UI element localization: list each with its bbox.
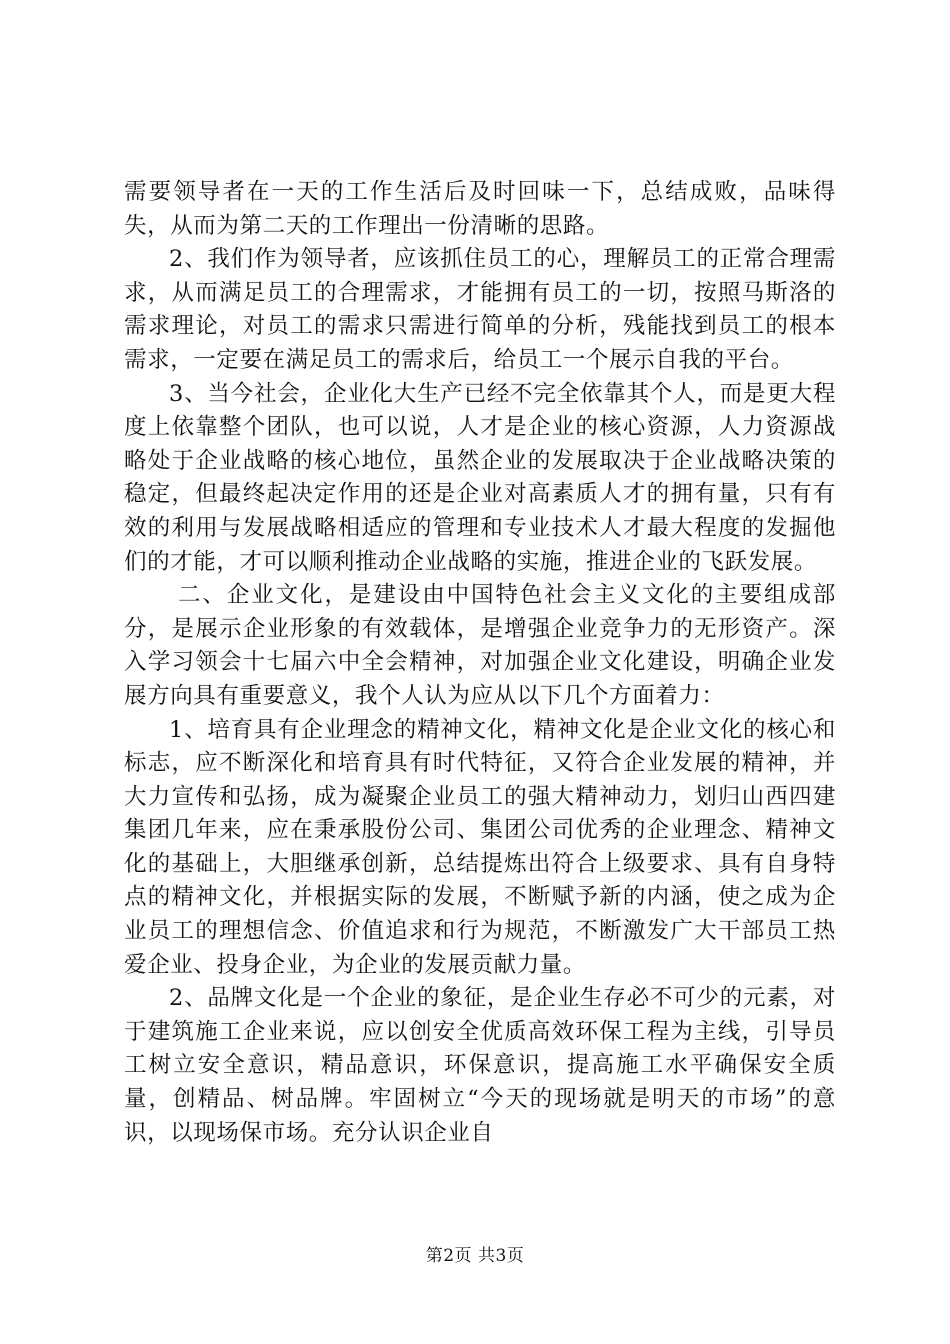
paragraph-section-2: 二、企业文化，是建设由中国特色社会主义文化的主要组成部分，是展示企业形象的有效载体，是增强企业竞争力的无形资产。深入学习领会十七届六中全会精神，对加强企业文化建设，明确企业发展方向具有重要意义，我个人认为应从以下几个方面着力： [124, 582, 836, 709]
paragraph-item-3: 3、当今社会，企业化大生产已经不完全依靠其个人，而是更大程度上依靠整个团队，也可以说，人才是企业的核心资源，人力资源战略处于企业战略的核心地位，虽然企业的发展取决于企业战略决策的稳定，但最终起决定作用的还是企业对高素质人才的拥有量，只有有效的利用与发展战略相适应的管理和专业技术人才最大程度的发掘他们的才能，才可以顺利推动企业战略的实施，推进企业的飞跃发展。 [124, 380, 836, 575]
paragraph-continuation: 需要领导者在一天的工作生活后及时回味一下，总结成败，品味得失，从而为第二天的工作理出一份清晰的思路。 [124, 179, 836, 239]
page-number-footer: 第2页 共3页 [425, 1246, 525, 1266]
paragraph-culture-item-2: 2、品牌文化是一个企业的象征，是企业生存必不可少的元素，对于建筑施工企业来说，应以创安全优质高效环保工程为主线，引导员工树立安全意识，精品意识，环保意识，提高施工水平确保安全质量，创精品、树品牌。牢固树立“今天的现场就是明天的市场”的意识，以现场保市场。充分认识企业自 [124, 985, 836, 1146]
paragraph-item-2: 2、我们作为领导者，应该抓住员工的心，理解员工的正常合理需求，从而满足员工的合理需求，才能拥有员工的一切，按照马斯洛的需求理论，对员工的需求只需进行简单的分析，残能找到员工的根本需求，一定要在满足员工的需求后，给员工一个展示自我的平台。 [124, 246, 836, 373]
paragraph-culture-item-1: 1、培育具有企业理念的精神文化，精神文化是企业文化的核心和标志，应不断深化和培育具有时代特征，又符合企业发展的精神，并大力宣传和弘扬，成为凝聚企业员工的强大精神动力，划归山西四建集团几年来，应在秉承股份公司、集团公司优秀的企业理念、精神文化的基础上，大胆继承创新，总结提炼出符合上级要求、具有自身特点的精神文化，并根据实际的发展，不断赋予新的内涵，使之成为企业员工的理想信念、价值追求和行为规范，不断激发广大干部员工热爱企业、投身企业，为企业的发展贡献力量。 [124, 716, 836, 978]
document-body [124, 176, 836, 1150]
